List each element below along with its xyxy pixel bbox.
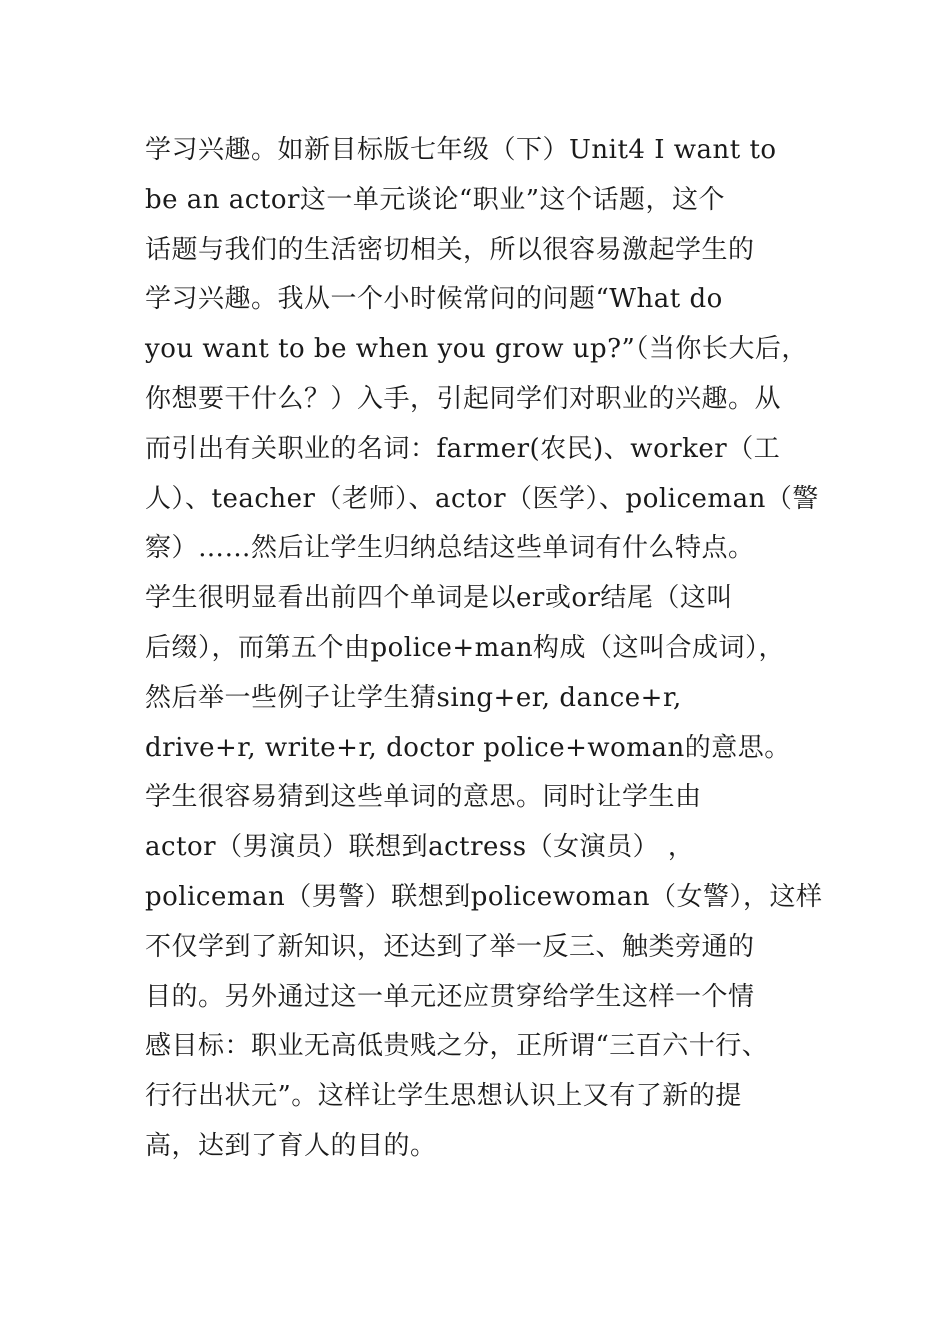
text-line: 然后举一些例子让学生猜sing+er, dance+r, (145, 682, 682, 713)
text-line: 人）、teacher（老师）、actor（医学）、policeman（警 (145, 483, 819, 514)
body-text (145, 126, 825, 1172)
text-line: 行行出状元”。这样让学生思想认识上又有了新的提 (145, 1081, 742, 1112)
text-line: 学习兴趣。如新目标版七年级（下）Unit4 I want to (145, 135, 777, 165)
text-line: policeman（男警）联想到policewoman（女警），这样 (145, 881, 823, 912)
text-line: be an actor这一单元谈论“职业”这个话题，这个 (145, 184, 725, 215)
text-line: 不仅学到了新知识，还达到了举一反三、触类旁通的 (145, 931, 755, 962)
text-line: 察）……然后让学生归纳总结这些单词有什么特点。 (145, 533, 755, 564)
text-line: actor（男演员）联想到actress（女演员） ， (145, 832, 695, 863)
text-line: 学生很容易猜到这些单词的意思。同时让学生由 (145, 782, 702, 813)
text-line: 话题与我们的生活密切相关，所以很容易激起学生的 (145, 234, 755, 265)
text-line: 目的。另外通过这一单元还应贯穿给学生这样一个情 (145, 981, 755, 1012)
text-line: 学生很明显看出前四个单词是以er或or结尾（这叫 (145, 583, 733, 614)
text-line: 而引出有关职业的名词：farmer(农民)、worker（工 (145, 433, 781, 464)
text-line: 高，达到了育人的目的。 (145, 1130, 437, 1161)
text-line: 后缀），而第五个由police+man构成（这叫合成词）， (145, 632, 786, 663)
text-line: drive+r, write+r, doctor police+woman的意思。 (145, 732, 791, 763)
text-line: 学习兴趣。我从一个小时候常问的问题“What do (145, 284, 723, 315)
text-line: 你想要干什么？）入手，引起同学们对职业的兴趣。从 (145, 383, 782, 414)
text-line: 感目标：职业无高低贵贱之分，正所谓“三百六十行、 (145, 1031, 769, 1062)
text-line: you want to be when you grow up?”（当你长大后， (145, 334, 808, 365)
